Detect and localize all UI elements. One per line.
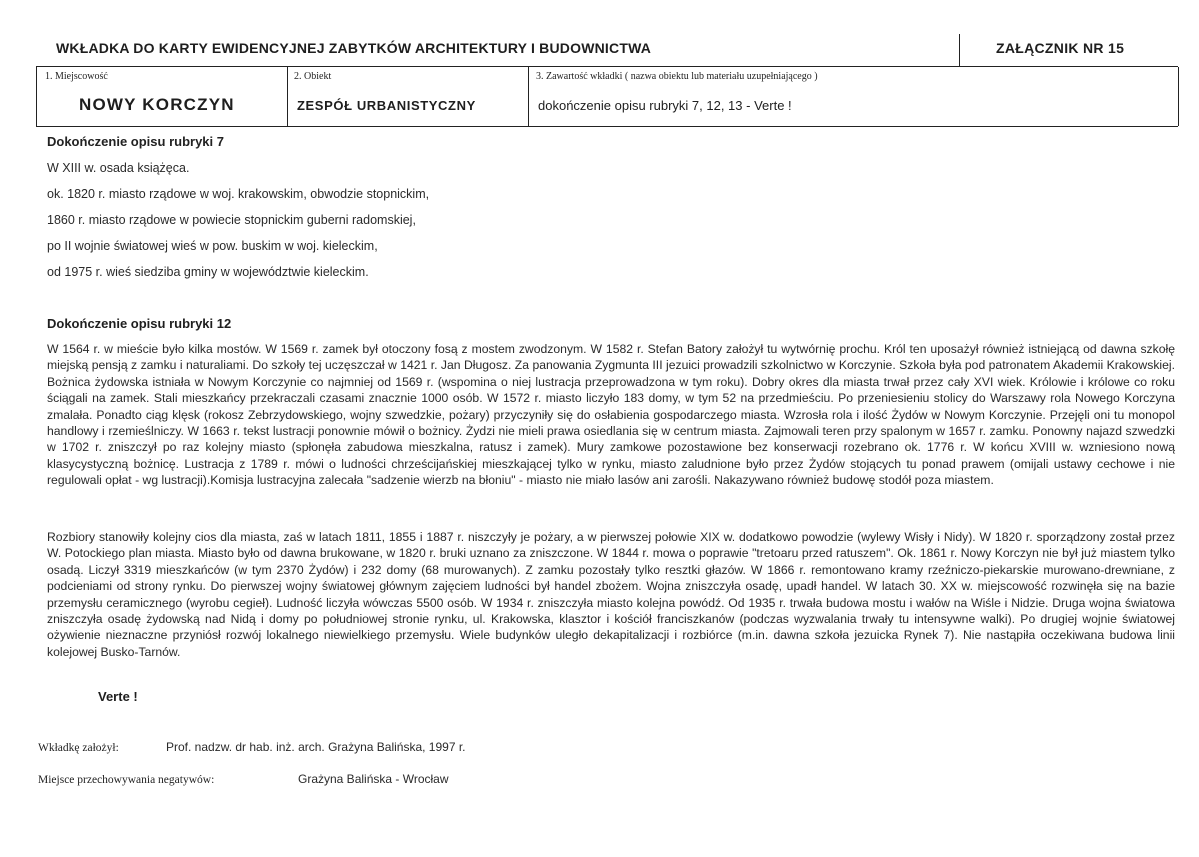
field-label: 2. Obiekt	[294, 71, 332, 82]
verte-note: Verte !	[98, 689, 138, 704]
list-item: od 1975 r. wieś siedziba gminy w województwie kieleckim.	[47, 265, 369, 279]
form-frame	[36, 34, 1178, 127]
section-12-paragraph: W 1564 r. w mieście było kilka mostów. W 1569 r. zamek był otoczony fosą z mostem zwodzonym. W 1582 r. Stefan Batory założył tu wytwórnię prochu. Król ten uposażył również istniejącą od dawna szkołę miejską pensją z zamku i naturaliami. Do szkoły tej uczęszczał w 1421 r. Jan Długosz. Za panowania Zygmunta III jezuici prowadzili szkolnictwo w Korczynie. Szkoła była pod patronatem Akademii Krakowskiej. Bożnica żydowska istniała w Nowym Korczynie co najmniej od 1569 r. (wspomina o niej lustracja przeprowadzona w tym roku). Dobry okres dla miasta trwał przez cały XVI wiek. Królowie i królowe co roku ściągali na zamek. Stali mieszkańcy przekraczali czasami znacznie 1000 osób. W 1572 r. miasto liczyło 183 domy, w tym 52 na przedmieściu. Po przeniesieniu stolicy do Warszawy rola Nowego Korczyna zmalała. Ponadto ciąg klęsk (rokosz Zebrzydowskiego, wojny szwedzkie, pożary) przyczyniły się do osłabienia gospodarczego miasta. Wzrosła rola i ilość Żydów w Nowym Korczynie. Przejęli oni tu monopol handlowy i rzemieślniczy. W 1663 r. tekst lustracji ponownie mówił o bożnicy. Żydzi nie mieli prawa osiedlania się w centrum miasta. Zajmowali teren przy spalonym w 1657 r. zamku. Ponowny najazd szwedzki w 1702 r. zniszczył po raz kolejny miasto (spłonęła zabudowa mieszkalna, ratusz i zamek). Mury zamkowe pozostawione bez konserwacji rozebrano ok. 1776 r. W końcu XVIII w. wzniesiono nową klasycystyczną bożnicę. Lustracja z 1789 r. mówi o ludności chrześcijańskiej mieszkającej tylko w rynku, miasto zaludnione było przez Żydów stojących tu ponad prawem (omijali ustawy cechowe i nie regulowali opłat - wg lustracji).Komisja lustracyjna zalecała "sadzenie wierzb na błoniu" - miasto nie miało lasów ani zarośli. Nakazywano również budowę stodół poza miastem.	[47, 342, 1175, 488]
list-item: 1860 r. miasto rządowe w powiecie stopnickim guberni radomskiej,	[47, 213, 416, 227]
section-12-paragraph: Rozbiory stanowiły kolejny cios dla miasta, zaś w latach 1811, 1855 i 1887 r. niszczyły je pożary, a w pierwszej połowie XIX w. dodatkowo powodzie (wylewy Wisły i Nidy). W 1820 r. sporządzony został przez W. Potockiego plan miasta. Miasto było od dawna brukowane, w 1820 r. bruki uznano za zniszczone. W 1844 r. mowa o poprawie "tretoaru przed ratuszem". Ok. 1861 r. Nowy Korczyn nie był już miastem tylko osadą. Liczył 3319 mieszkańców (w tym 2370 Żydów) i 232 domy (68 murowanych). Z zamku pozostały tylko resztki głazów. W 1866 r. remontowano kramy rzeźniczo-piekarskie murowano-drewniane, z podcieniami od strony rynku. Do pierwszej wojny światowej głównym zajęciem ludności był handel zbożem. Wojna zniszczyła osadę, upadł handel. W latach 30. XX w. miejscowość rozwinęła się na bazie przemysłu ceramicznego (wyrobu cegieł). Ludność liczyła wówczas 5500 osób. W 1934 r. zniszczyła miasto kolejna powódź. Od 1935 r. trwała budowa mostu i wałów na Wiśle i Nidzie. Druga wojna światowa zniszczyła osadę żydowską nad Nidą i domy po południowej stronie rynku, ul. Krakowska, klasztor i kościół franciszkanów (podczas wyzwalania trwały tu intensywne walki). Po drugiej wojnie światowej ożywienie nieznaczne przyniósł rozwój lokalnego niewielkiego przemysłu. Wiele budynków uległo dekapitalizacji i rozbiórce (m.in. dawna szkoła jezuicka Rynek 7). Nie nastąpiła oczekiwana budowa linii kolejowej Busko-Tarnów.	[47, 530, 1175, 659]
list-item: po II wojnie światowej wieś w pow. buskim w woj. kieleckim,	[47, 239, 378, 253]
header-row	[36, 34, 1178, 67]
negatives-value: Grażyna Balińska - Wrocław	[298, 772, 449, 786]
section-12-heading: Dokończenie opisu rubryki 12	[47, 316, 232, 331]
author-row	[38, 740, 466, 754]
section-7-heading: Dokończenie opisu rubryki 7	[47, 134, 224, 149]
field-value: NOWY KORCZYN	[79, 95, 235, 114]
field-label: 3. Zawartość wkładki ( nazwa obiektu lub materiału uzupełniającego )	[536, 71, 818, 82]
list-item: ok. 1820 r. miasto rządowe w woj. krakowskim, obwodzie stopnickim,	[47, 187, 430, 201]
field-boxes	[36, 67, 1178, 127]
author-label: Wkładkę założył:	[38, 742, 119, 754]
field-value: ZESPÓŁ URBANISTYCZNY	[297, 98, 476, 113]
field-locality	[36, 67, 288, 126]
field-value: dokończenie opisu rubryki 7, 12, 13 - Verte !	[538, 98, 792, 113]
document-title: WKŁADKA DO KARTY EWIDENCYJNEJ ZABYTKÓW ARCHITEKTURY I BUDOWNICTWA	[56, 40, 652, 56]
annex-number: ZAŁĄCZNIK NR 15	[996, 40, 1125, 56]
field-label: 1. Miejscowość	[45, 71, 108, 82]
field-object	[286, 67, 529, 126]
section-7	[47, 133, 1177, 285]
header-divider	[959, 34, 960, 66]
author-value: Prof. nadzw. dr hab. inż. arch. Grażyna Balińska, 1997 r.	[166, 740, 466, 754]
negatives-row	[38, 772, 449, 786]
negatives-label: Miejsce przechowywania negatywów:	[38, 774, 215, 786]
field-contents	[528, 67, 1179, 126]
list-item: W XIII w. osada książęca.	[47, 161, 190, 175]
